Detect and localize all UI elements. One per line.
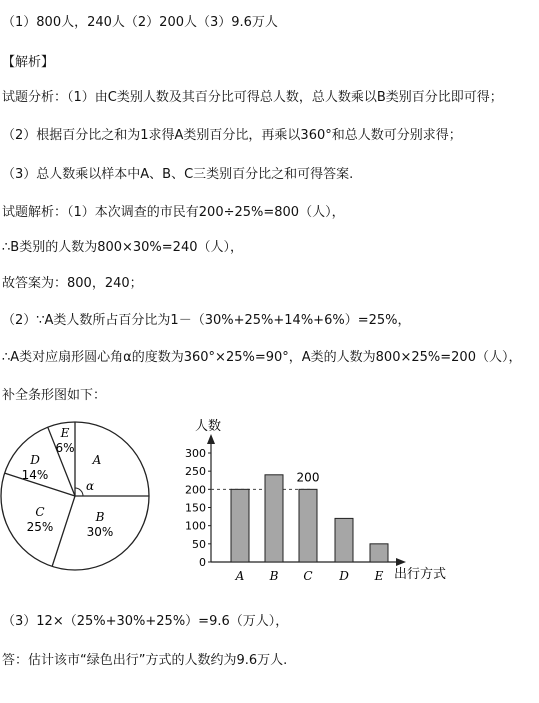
x-tick-label-b: B [269,569,279,583]
y-axis-label: 人数 [194,419,222,434]
y-tick-label: 100 [185,519,206,533]
bar-e [370,544,388,562]
pie-percent-c: 25% [26,520,54,534]
bar-c [299,489,317,562]
pie-percent-e: 6% [55,441,75,455]
angle-alpha-label: α [86,479,95,493]
pie-label-e: E [60,426,70,440]
x-tick-label-c: C [303,569,313,583]
pie-label-a: A [92,453,102,467]
x-tick-label-a: A [235,569,245,583]
text-line: （2）根据百分比之和为1求得A类别百分比，再乘以360°和总人数可分别求得； [2,128,462,143]
pie-label-d: D [30,453,40,467]
bar-annotation: 200 [296,470,320,485]
bar-b [265,475,283,562]
figures-svg [0,412,539,592]
y-tick-label: 300 [185,447,206,460]
y-tick-label: 0 [199,556,206,569]
y-tick-label: 50 [192,537,206,551]
x-tick-label-e: E [374,569,384,583]
text-line: （1）800人，240人（2）200人（3）9.6万人 [2,15,278,30]
text-line: 故答案为：800，240； [2,276,143,291]
text-line: 试题分析：（1）由C类别人数及其百分比可得总人数，总人数乘以B类别百分比即可得； [2,90,503,105]
pie-percent-b: 30% [86,525,114,539]
text-line: （3）总人数乘以样本中A、B、C三类别百分比之和可得答案. [2,167,354,182]
x-tick-label-d: D [339,569,349,583]
bar-d [335,518,353,562]
x-axis-label: 出行方式 [394,567,447,582]
text-line: ∴A类对应扇形圆心角α的度数为360°×25%=90°，A类的人数为800×25%=200（人）， [2,350,522,365]
y-tick-label: 250 [185,465,206,479]
bar-a [231,489,249,562]
text-line: 【解析】 [2,55,55,70]
pie-percent-d: 14% [21,468,49,482]
y-axis-arrow [207,434,215,444]
text-line: （3）12×（25%+30%+25%）=9.6（万人）， [2,614,289,629]
text-line: （2）∵A类人数所占百分比为1－（30%+25%+14%+6%）=25%， [2,313,411,328]
text-line: 答：估计该市“绿色出行”方式的人数约为9.6万人. [2,653,288,668]
y-tick-label: 150 [185,501,206,515]
text-line: 试题解析：（1）本次调查的市民有200÷25%=800（人）， [2,205,345,220]
y-tick-label: 200 [185,483,206,497]
pie-label-b: B [95,510,105,524]
text-line: ∴B类别的人数为800×30%=240（人）， [2,240,243,255]
x-axis-arrow [396,558,406,566]
figures [0,412,539,596]
text-line: 补全条形图如下： [2,388,107,403]
pie-label-c: C [35,505,45,519]
